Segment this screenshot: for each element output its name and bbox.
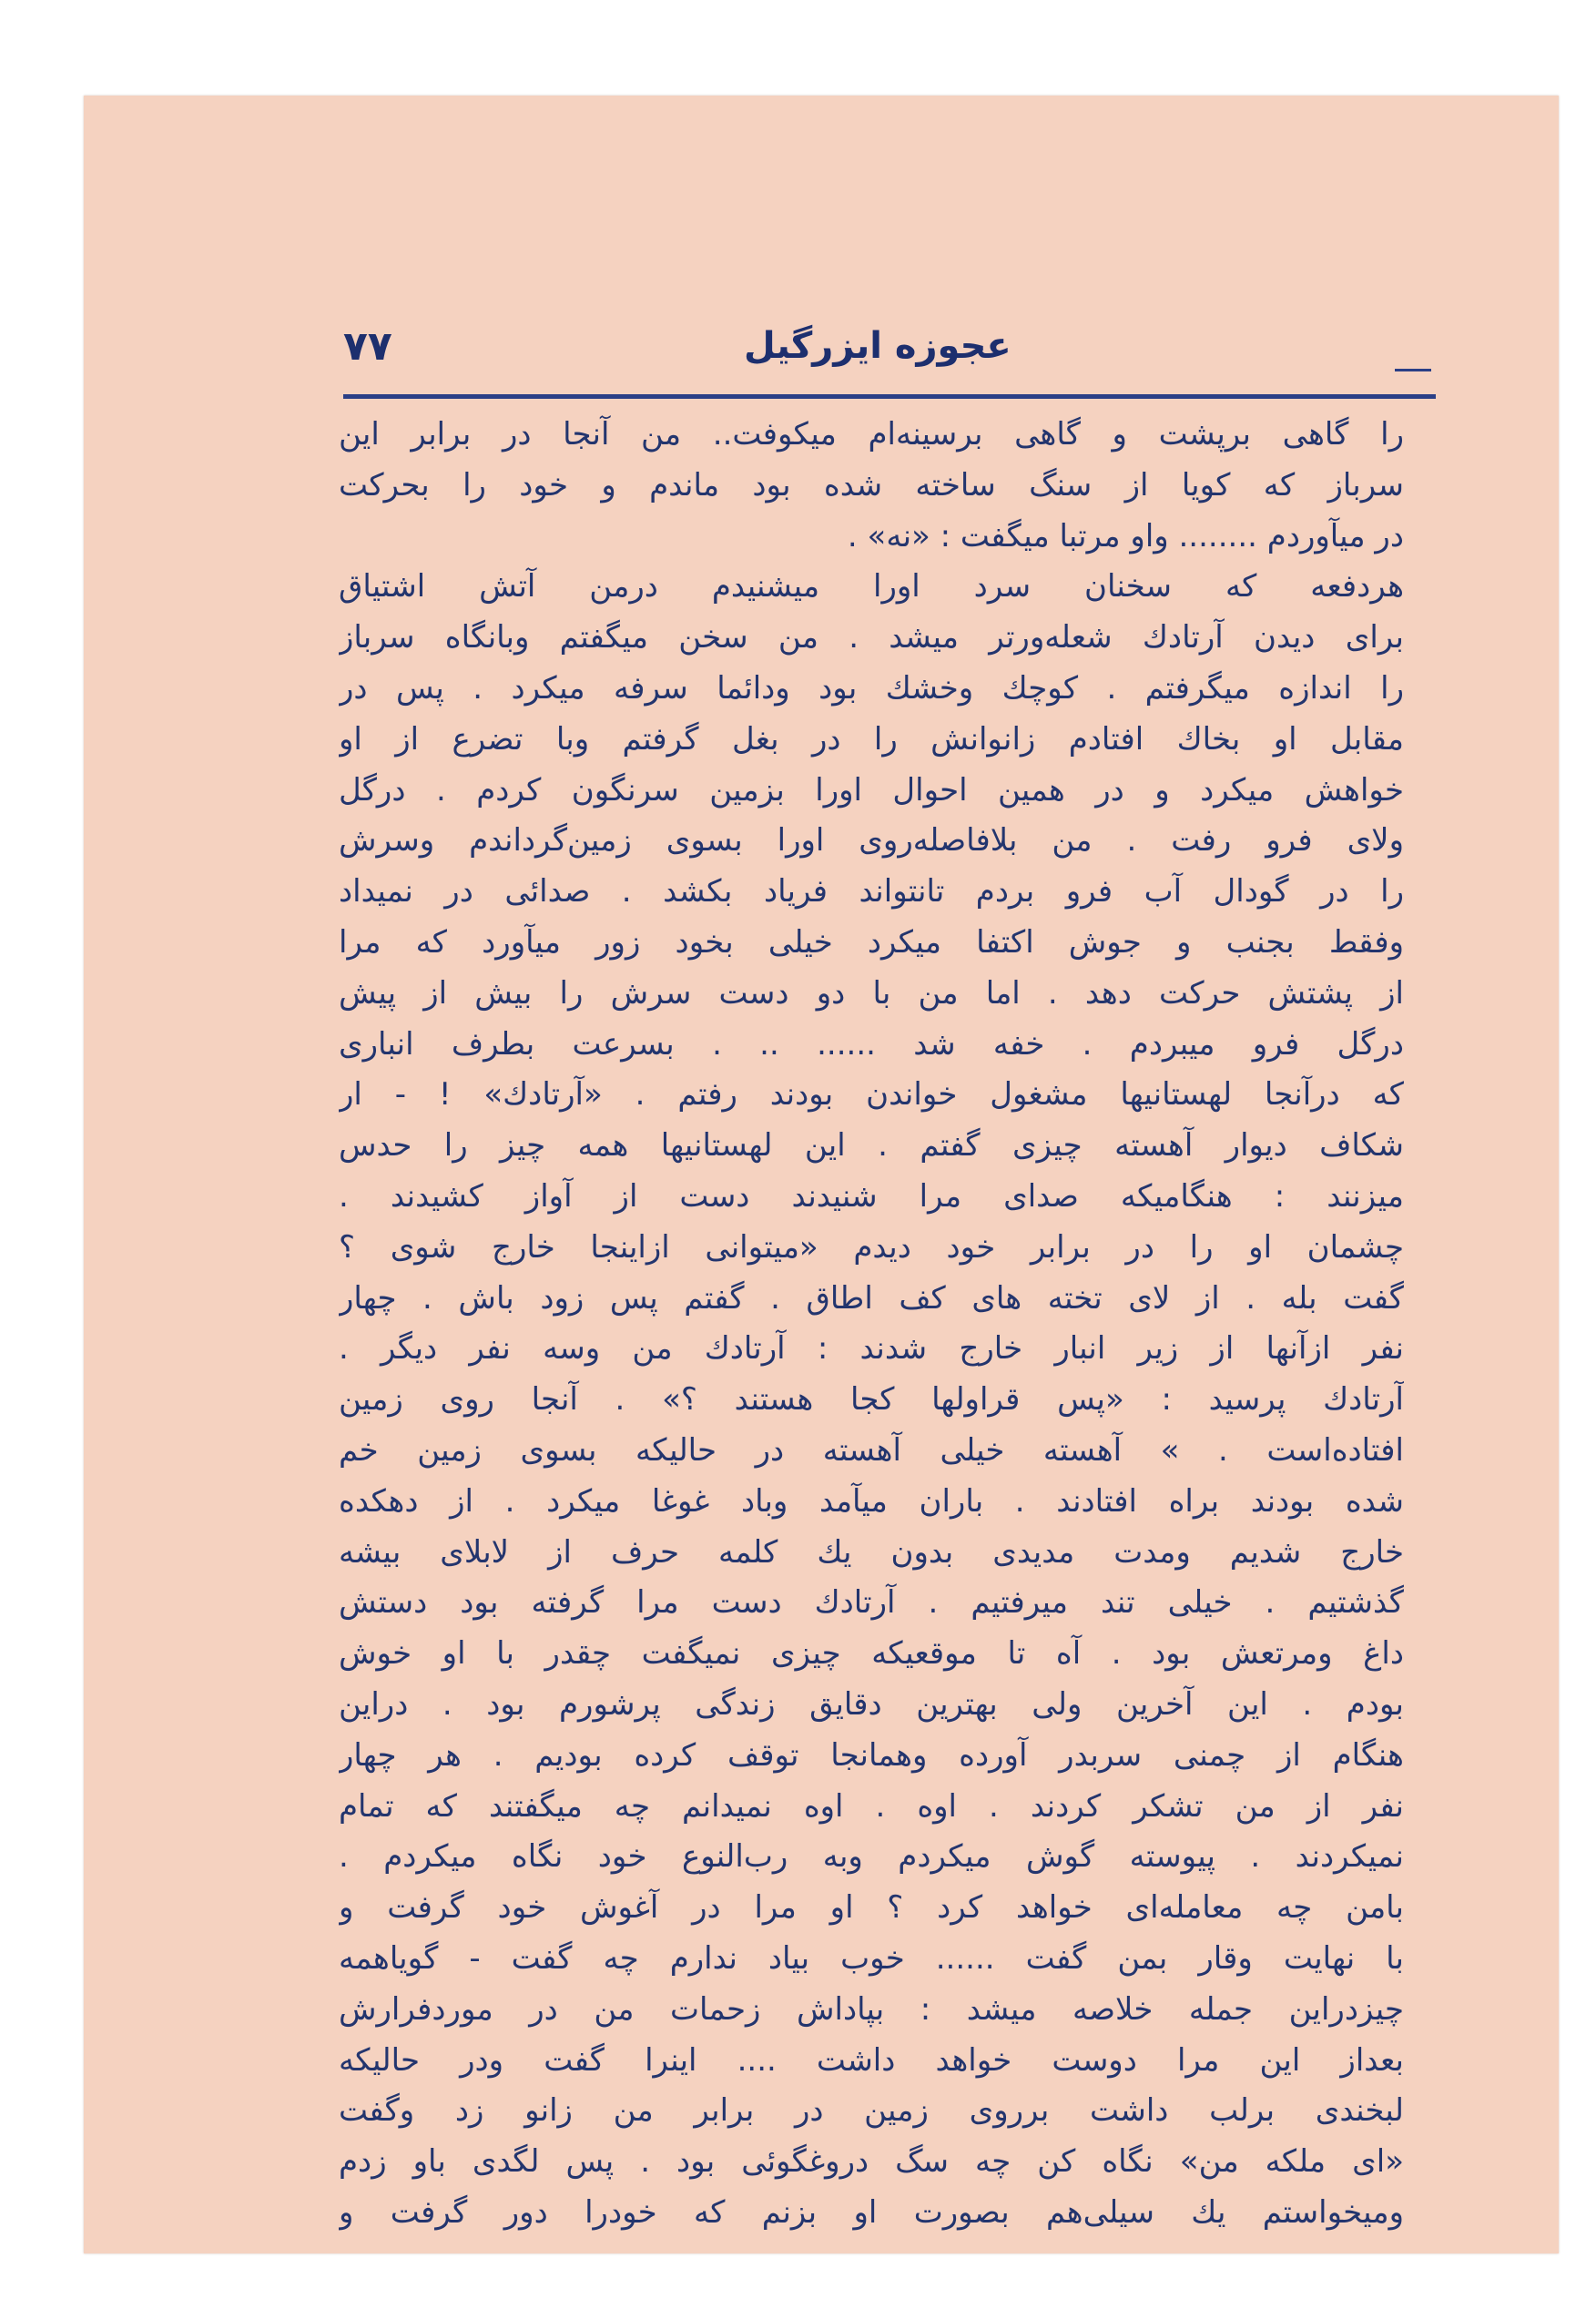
text-line: چیزدراین جمله خلاصه میشد : بپاداش زحمات من در موردفرارش xyxy=(339,1990,1404,2028)
text-line: خواهش میکرد و در همین احوال اورا بزمین سرنگون کردم . درگل xyxy=(339,771,1404,809)
text-line: خارج شدیم ومدت مدیدی بدون یك کلمه حرف از لابلای بیشه xyxy=(339,1533,1404,1571)
text-line: بامن چه معامله‌ای خواهد کرد ؟ او مرا در آغوش خود گرفت و xyxy=(339,1889,1404,1927)
text-line: شده بودند براه افتادند . باران میآمد وباد غوغا میکرد . از دهکده xyxy=(339,1482,1404,1520)
running-title: عجوزه ایزرگیل xyxy=(744,325,1011,367)
text-line: «ای ملکه من» نگاه کن چه سگ دروغگوئی بود . پس لگدی باو زدم xyxy=(339,2143,1404,2181)
header-rule xyxy=(343,394,1436,399)
text-line: گفت بله . از لای تخته های کف اطاق . گفتم پس زود باش . چهار xyxy=(339,1279,1404,1317)
text-line: داغ ومرتعش بود . آه تا موقعیکه چیزی نمیگفت چقدر با او خوش xyxy=(339,1635,1404,1673)
text-line: وفقط بجنب و جوش اکتفا میکرد خیلی بخود زور میآورد که مرا xyxy=(339,923,1404,961)
text-line: برای دیدن آرتادك شعله‌ورتر میشد . من سخن میگفتم وبانگاه سرباز xyxy=(339,619,1404,656)
text-line: را گاهی برپشت و گاهی برسینه‌ام میکوفت.. من آنجا در برابر این xyxy=(339,416,1404,453)
text-line: نمیکردند . پیوسته گوش میکردم وبه رب‌النوع خود نگاه میکردم . xyxy=(339,1838,1404,1876)
text-line: ومیخواستم یك سیلی‌هم بصورت او بزنم که خودرا دور گرفت و xyxy=(339,2193,1404,2231)
text-line: هنگام از چمنی سربدر آورده وهمانجا توقف کرده بودیم . هر چهار xyxy=(339,1736,1404,1774)
text-line: از پشتش حرکت دهد . اما من با دو دست سرش را بیش از پیش xyxy=(339,974,1404,1012)
page-number: ٧٧ xyxy=(343,323,392,370)
book-page xyxy=(84,96,1559,2253)
text-line: لبخندی برلب داشت برروی زمین در برابر من زانو زد وگفت xyxy=(339,2092,1404,2130)
text-line: آرتادك پرسید : «پس قراولها کجا هستند ؟» . آنجا روی زمین xyxy=(339,1381,1404,1419)
text-line: در میآوردم ........ واو مرتبا میگفت : «نه» . xyxy=(847,517,1404,554)
text-line: بعداز این مرا دوست خواهد داشت .... اینرا گفت ودر حالیکه xyxy=(339,2041,1404,2079)
text-line: هردفعه که سخنان سرد اورا میشنیدم درمن آتش اشتیاق xyxy=(339,568,1404,605)
text-line: که درآنجا لهستانیها مشغول خواندن بودند رفتم . «آرتادك» ! - ار xyxy=(339,1076,1404,1114)
body-text xyxy=(339,410,1404,2239)
text-line: ولای فرو رفت . من بلافاصله‌روی اورا بسوی زمین‌گرداندم وسرش xyxy=(339,822,1404,859)
text-line: مقابل او بخاك افتادم زانوانش را در بغل گرفتم وبا تضرع از او xyxy=(339,720,1404,758)
text-line: نفر ازآنها از زیر انبار خارج شدند : آرتادك من وسه نفر دیگر . xyxy=(339,1330,1404,1368)
header-dash xyxy=(1395,369,1431,371)
text-line: شکاف دیوار آهسته چیزی گفتم . این لهستانیها همه چیز را حدس xyxy=(339,1127,1404,1165)
text-line: نفر از من تشکر کردند . اوه . اوه نمیدانم چه میگفتند که تمام xyxy=(339,1787,1404,1825)
text-line: با نهایت وقار بمن گفت ...... خوب بیاد ندارم چه گفت - گویاهمه xyxy=(339,1939,1404,1977)
text-line: گذشتیم . خیلی تند میرفتیم . آرتادك دست مرا گرفته بود دستش xyxy=(339,1584,1404,1622)
text-line: میزنند : هنگامیکه صدای مرا شنیدند دست از آواز کشیدند . xyxy=(339,1177,1404,1215)
text-line: افتاده‌است . » آهسته خیلی آهسته در حالیکه بسوی زمین خم xyxy=(339,1431,1404,1469)
text-line: بودم . این آخرین ولی بهترین دقایق زندگی پرشورم بود . دراین xyxy=(339,1685,1404,1723)
text-line: درگل فرو میبردم . خفه شد ...... .. . بسرعت بطرف انباری xyxy=(339,1025,1404,1063)
page-header xyxy=(261,232,1404,370)
text-line: سرباز که کویا از سنگ ساخته شده بود ماندم و خود را بحرکت xyxy=(339,466,1404,503)
text-line: را در گودال آب فرو بردم تانتواند فریاد بکشد . صدائی در نمیداد xyxy=(339,873,1404,910)
text-line: چشمان او را در برابر خود دیدم «میتوانی ازاینجا خارج شوی ؟ xyxy=(339,1228,1404,1266)
text-line: را اندازه میگرفتم . کوچك وخشك بود ودائما سرفه میکرد . پس در xyxy=(339,669,1404,707)
